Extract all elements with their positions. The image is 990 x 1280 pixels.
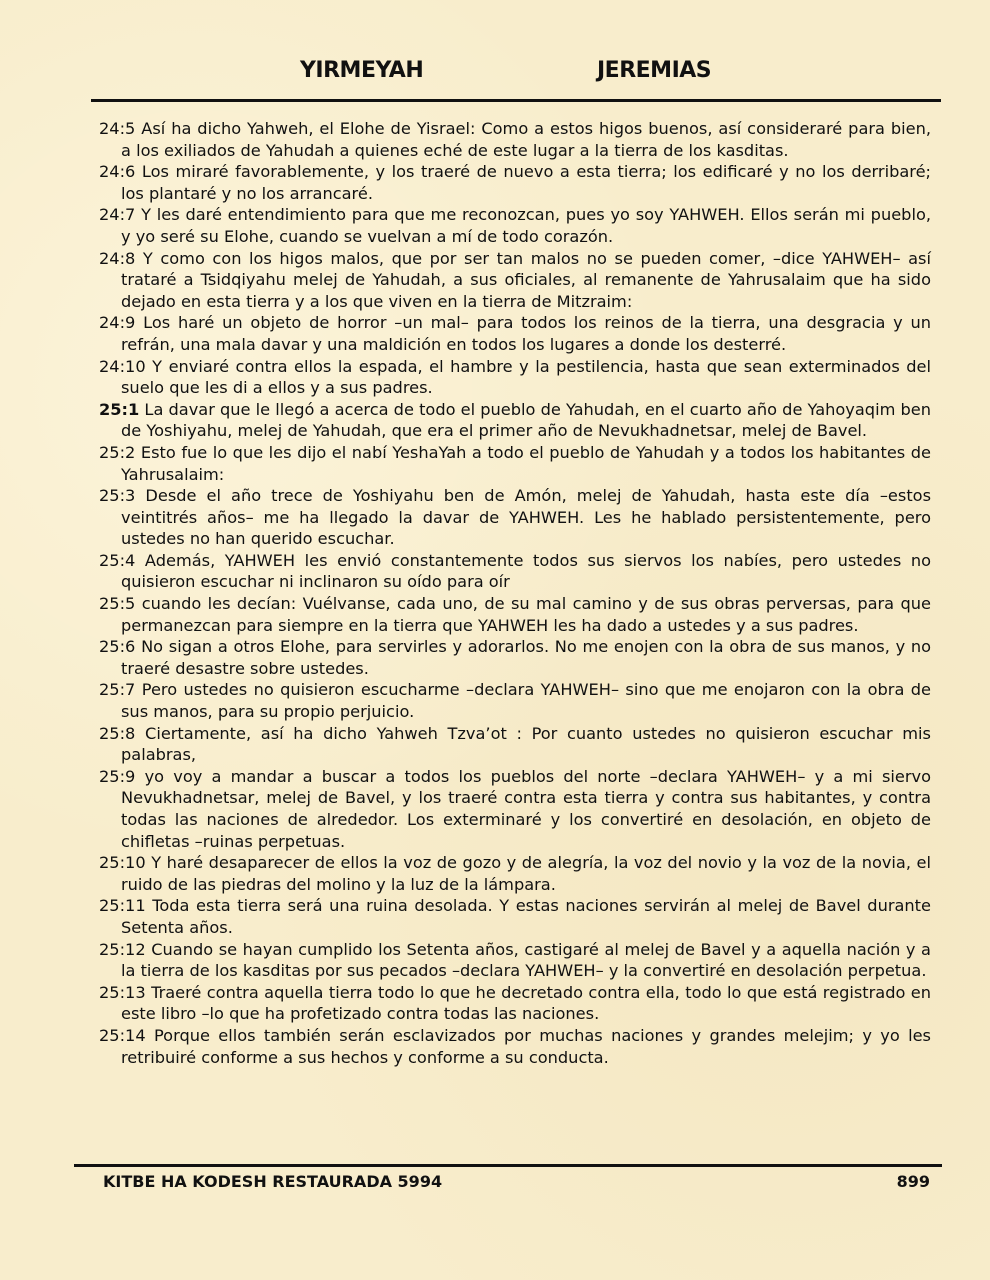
- verse-text: Pero ustedes no quisieron escucharme –declara YAHWEH– sino que me enojaron con la obra de sus manos, para su propio perjuicio.: [121, 680, 931, 722]
- verse-text: Traeré contra aquella tierra todo lo que he decretado contra ella, todo lo que está registrado en este libro –lo que ha profetizado contra todas las naciones.: [121, 982, 931, 1024]
- verse: [99, 982, 931, 1025]
- verse: [99, 550, 931, 593]
- verse-ref: 25:1: [99, 399, 140, 419]
- verse-text: Y enviaré contra ellos la espada, el hambre y la pestilencia, hasta que sean exterminados del suelo que les di a ellos y a sus padres.: [121, 356, 931, 398]
- verse-text: Y les daré entendimiento para que me reconozcan, pues yo soy YAHWEH. Ellos serán mi pueblo, y yo seré su Elohe, cuando se vuelvan a mí de todo corazón.: [121, 205, 931, 246]
- verse-ref: 25:11: [99, 896, 146, 916]
- verse-ref: 25:8: [99, 723, 136, 743]
- page-footer: [0, 1172, 990, 1194]
- verse: [99, 442, 931, 485]
- verse: [99, 1025, 931, 1068]
- verse-ref: 24:10: [99, 356, 146, 376]
- verse-text: Esto fue lo que les dijo el nabí YeshaYah a todo el pueblo de Yahudah y a todos los habitantes de Yahrusalaim:: [121, 442, 931, 484]
- verse-ref: 25:6: [99, 637, 136, 657]
- verse-text: Y como con los higos malos, que por ser tan malos no se pueden comer, –dice YAHWEH– así trataré a Tsidqiyahu melej de Yahudah, a sus oficiales, al remanente de Yahrusalaim que ha sido dejado en esta tierra y a los que viven en la tierra de Mitzraim:: [121, 248, 931, 311]
- footer-divider: [74, 1164, 942, 1167]
- verse-text: No sigan a otros Elohe, para servirles y adorarlos. No me enojen con la obra de sus manos, y no traeré desastre sobre ustedes.: [121, 637, 932, 678]
- header-left-title: YIRMEYAH: [300, 58, 424, 83]
- verse: [99, 593, 931, 636]
- verse-ref: 24:7: [99, 205, 136, 225]
- verse-ref: 24:9: [99, 313, 136, 333]
- footer-book-title: KITBE HA KODESH RESTAURADA 5994: [103, 1172, 443, 1191]
- page-header: [0, 58, 990, 92]
- verse: [99, 895, 931, 938]
- verse-ref: 25:2: [99, 442, 136, 462]
- verse: [99, 723, 931, 766]
- verse: [99, 312, 931, 355]
- verse: [99, 204, 931, 247]
- verse-ref: 25:4: [99, 550, 136, 570]
- header-right-title: JEREMIAS: [597, 58, 712, 83]
- verse-ref: 25:14: [99, 1025, 146, 1045]
- verse: [99, 399, 931, 442]
- verse-text: Los haré un objeto de horror –un mal– para todos los reinos de la tierra, una desgracia y un refrán, una mala davar y una maldición en todos los lugares a donde los desterré.: [121, 313, 931, 354]
- verse-text: Desde el año trece de Yoshiyahu ben de Amón, melej de Yahudah, hasta este día –estos veintitrés años– me ha llegado la davar de YAHWEH. Les he hablado persistentemente, pero ustedes no han querido escuchar.: [121, 486, 932, 549]
- verse: [99, 118, 931, 161]
- verse-text: Así ha dicho Yahweh, el Elohe de Yisrael: Como a estos higos buenos, así consideraré para bien, a los exiliados de Yahudah a quienes eché de este lugar a la tierra de los kasditas.: [121, 119, 931, 160]
- verse-text: Toda esta tierra será una ruina desolada. Y estas naciones servirán al melej de Bavel durante Setenta años.: [121, 896, 931, 937]
- verse-ref: 25:3: [99, 486, 136, 506]
- verse-ref: 25:5: [99, 594, 136, 614]
- verse: [99, 248, 931, 313]
- verse-ref: 24:8: [99, 248, 136, 268]
- verse: [99, 161, 931, 204]
- verse-text: Ciertamente, así ha dicho Yahweh Tzva’ot : Por cuanto ustedes no quisieron escuchar mis palabras,: [121, 723, 931, 765]
- verse-text: Los miraré favorablemente, y los traeré de nuevo a esta tierra; los edificaré y no los derribaré; los plantaré y no los arrancaré.: [121, 162, 931, 203]
- verse-text: Además, YAHWEH les envió constantemente todos sus siervos los nabíes, pero ustedes no quisieron escuchar ni inclinaron su oído para oír: [121, 550, 931, 592]
- verse-text: La davar que le llegó a acerca de todo el pueblo de Yahudah, en el cuarto año de Yahoyaqim ben de Yoshiyahu, melej de Yahudah, que era el primer año de Nevukhadnetsar, melej de Bavel.: [121, 399, 931, 441]
- verse: [99, 939, 931, 982]
- header-divider: [91, 99, 941, 102]
- verse-text: Y haré desaparecer de ellos la voz de gozo y de alegría, la voz del novio y la voz de la novia, el ruido de las piedras del molino y la luz de la lámpara.: [121, 853, 931, 894]
- verse-text: yo voy a mandar a buscar a todos los pueblos del norte –declara YAHWEH– y a mi siervo Nevukhadnetsar, melej de Bavel, y los traeré contra esta tierra y contra sus habitantes, y contra todas las naciones de alrededor. Los exterminaré y los convertiré en desolación, en objeto de chifletas –ruinas perpetuas.: [121, 766, 931, 851]
- verse: [99, 356, 931, 399]
- verse: [99, 852, 931, 895]
- verse-ref: 24:6: [99, 162, 136, 182]
- verse-ref: 25:12: [99, 939, 146, 959]
- page-number: 899: [896, 1172, 930, 1191]
- verse: [99, 485, 931, 550]
- verse-text: Porque ellos también serán esclavizados por muchas naciones y grandes melejim; y yo les retribuiré conforme a sus hechos y conforme a su conducta.: [121, 1025, 931, 1067]
- verse: [99, 679, 931, 722]
- verse-ref: 24:5: [99, 119, 136, 138]
- verse-ref: 25:13: [99, 982, 146, 1002]
- verse-text: Cuando se hayan cumplido los Setenta años, castigaré al melej de Bavel y a aquella nación y a la tierra de los kasditas por sus pecados –declara YAHWEH– y la convertiré en desolación perpetua.: [121, 939, 931, 981]
- verse-text: cuando les decían: Vuélvanse, cada uno, de su mal camino y de sus obras perversas, para que permanezcan para siempre en la tierra que YAHWEH les ha dado a ustedes y a sus padres.: [121, 594, 931, 635]
- verse-list: [99, 118, 931, 1068]
- verse-ref: 25:10: [99, 853, 146, 873]
- verse-ref: 25:9: [99, 766, 136, 786]
- verse-ref: 25:7: [99, 680, 136, 700]
- verse: [99, 766, 931, 852]
- verse: [99, 636, 931, 679]
